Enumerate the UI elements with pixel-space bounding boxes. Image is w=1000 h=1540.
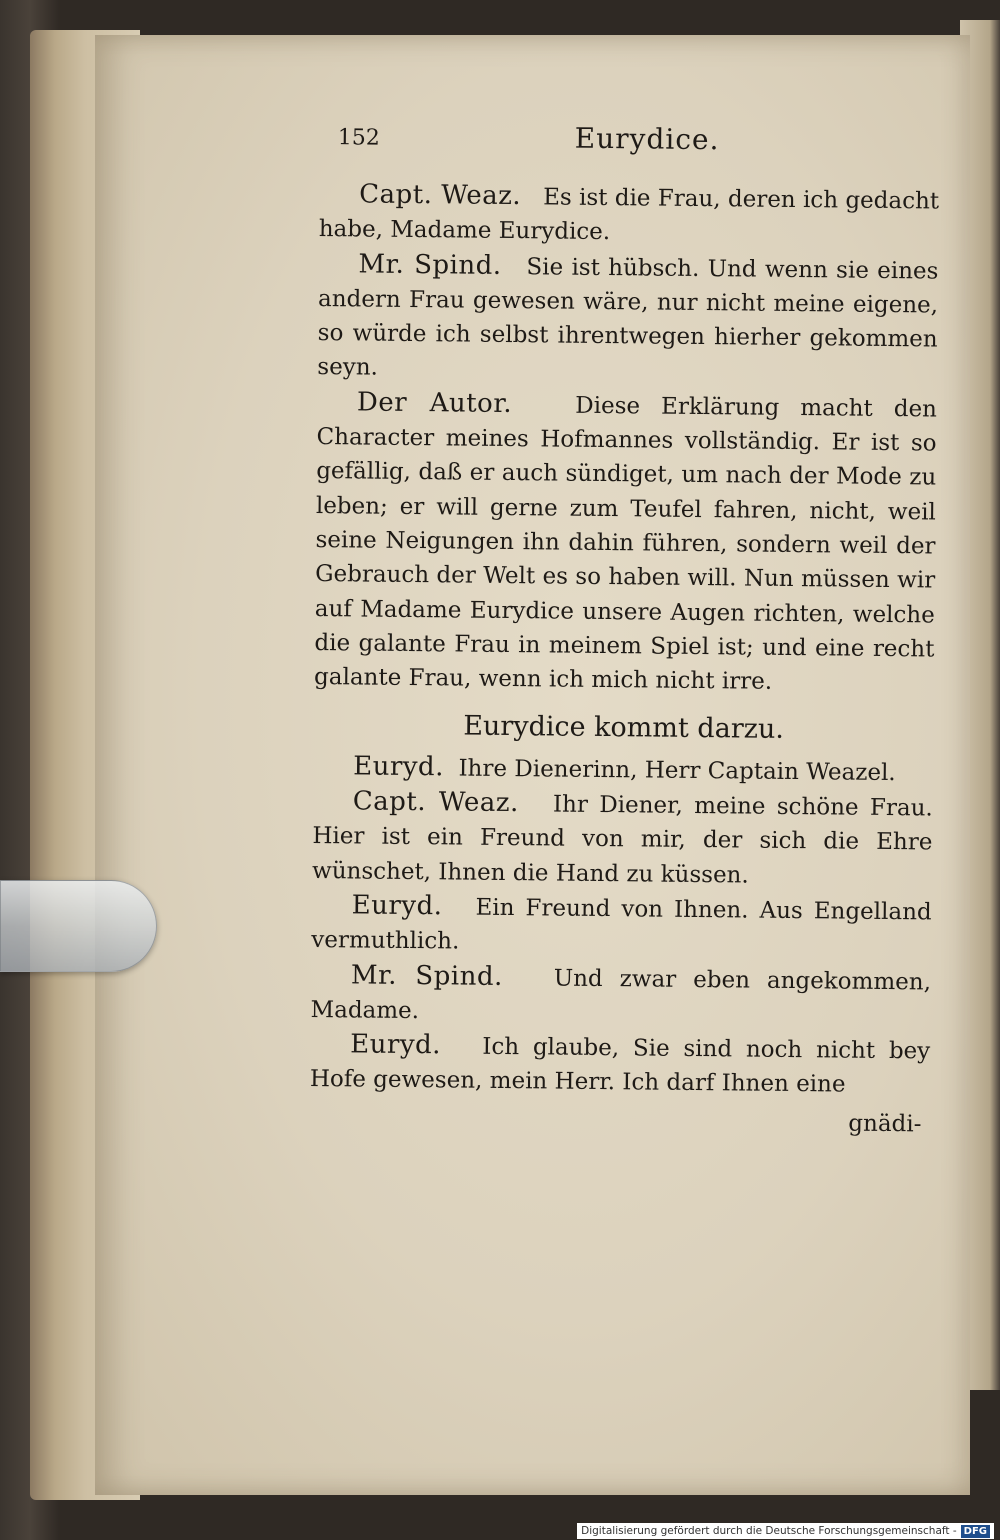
speech-text: Und zwar eben angekommen, Madame. [310, 965, 932, 1024]
stage-direction: Eurydice kommt darzu. [463, 710, 785, 746]
speech-text: Es ist die Frau, deren ich gedacht habe, Madame Eurydice. [318, 184, 940, 246]
speaker-name: Mr. Spind. [358, 249, 502, 281]
speaker-name: Euryd. [350, 1029, 442, 1061]
catchword: gnädi- [848, 1110, 922, 1138]
speech-text: Diese Erklärung macht den Character meines Hofmannes vollständig. Er ist so gefällig, daß er auch sündiget, um nach der Mode zu leben; er will gerne zum Teufel fahren, nicht, weil seine Neigungen ihn dahin führen, sondern weil der Gebrauch der Welt es so haben will. Nun müssen wir auf Madame Eurydice unsere Augen richten, welche die galante Frau in meinem Spiel ist; und eine recht galante Frau, wenn ich mich nicht irre. [313, 392, 938, 695]
speech-text: Ihr Diener, meine schöne Frau. Hier ist ein Freund von mir, der sich die Ehre wünschet, Ihnen die Hand zu küssen. [311, 791, 933, 889]
speech-text: Sie ist hübsch. Und wenn sie eines andern Frau gewesen wäre, nur nicht meine eigene, so würde ich selbst ihrentwegen hierher gekommen seyn. [317, 253, 939, 382]
funding-credit: Digitalisierung gefördert durch die Deutsche Forschungsgemeinschaft - [581, 1525, 957, 1537]
page-holder-clip [0, 880, 157, 972]
speaker-name: Mr. Spind. [350, 959, 503, 992]
digitization-footer [577, 1523, 994, 1539]
dfg-logo: DFG [961, 1525, 990, 1538]
speech-text: Ein Freund von Ihnen. Aus Engelland vermuthlich. [311, 894, 932, 955]
speech-block [314, 385, 937, 701]
page-text [309, 115, 940, 1141]
speaker-name: Euryd. [353, 751, 445, 783]
speech-text: Ihre Dienerinn, Herr Captain Weazel. [458, 755, 896, 786]
speech-block [317, 247, 938, 392]
speech-block [310, 1027, 931, 1103]
speech-block [312, 784, 933, 894]
page-header [319, 115, 940, 173]
page-number: 152 [337, 125, 380, 151]
running-title: Eurydice. [574, 121, 720, 157]
speaker-name: Euryd. [351, 890, 443, 922]
speaker-name: Capt. Weaz. [352, 786, 520, 819]
speech-block [319, 177, 940, 253]
speech-block [311, 888, 932, 964]
speaker-name: Capt. Weaz. [359, 179, 522, 212]
speech-text: Ich glaube, Sie sind noch nicht bey Hofe gewesen, mein Herr. Ich darf Ihnen eine [309, 1033, 931, 1098]
speech-block [310, 957, 931, 1033]
speaker-name: Der Autor. [356, 387, 513, 419]
